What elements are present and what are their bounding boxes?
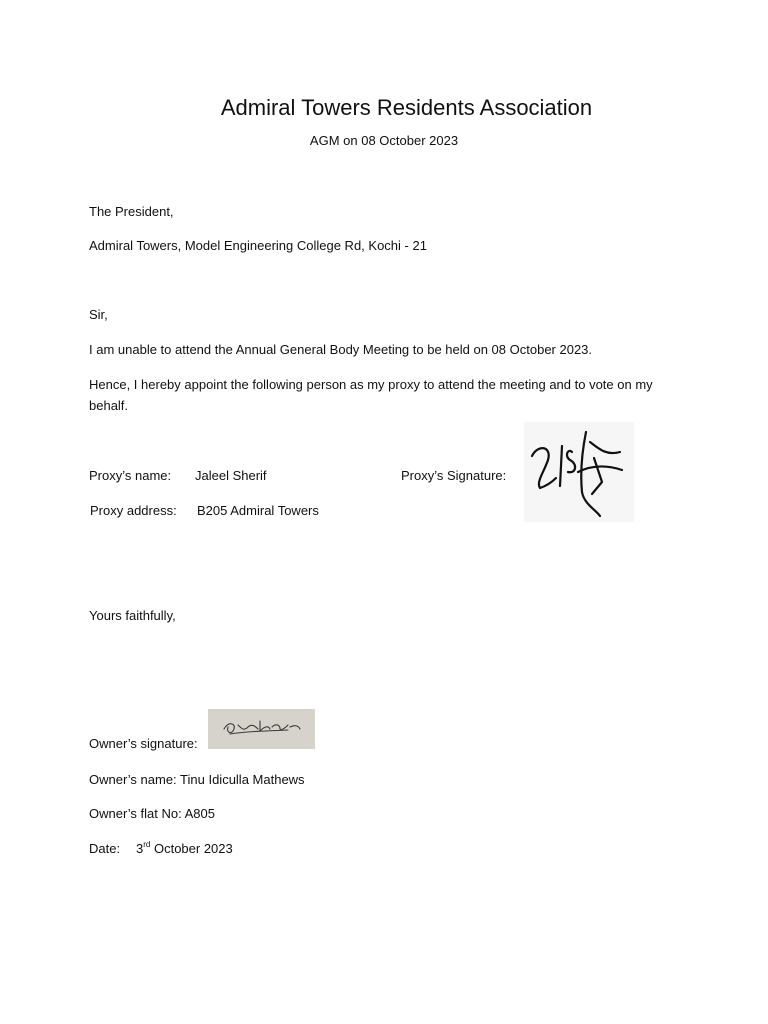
date-month-year: October 2023 <box>150 841 233 856</box>
proxy-signature-image <box>524 422 634 522</box>
proxy-name-value: Jaleel Sherif <box>195 468 267 483</box>
date-value <box>136 841 233 857</box>
proxy-address-value: B205 Admiral Towers <box>197 503 319 518</box>
meeting-subtitle: AGM on 08 October 2023 <box>309 133 459 148</box>
addressee-line-1: The President, <box>89 204 174 219</box>
body-paragraph-1: I am unable to attend the Annual General Body Meeting to be held on 08 October 2023. <box>89 342 593 357</box>
body-paragraph-2: Hence, I hereby appoint the following person as my proxy to attend the meeting and to vote on my behalf. <box>89 377 653 413</box>
date-ordinal-suffix: rd <box>143 839 151 849</box>
date-day: 3 <box>136 841 144 856</box>
proxy-signature-label: Proxy’s Signature: <box>401 468 507 483</box>
date-label: Date: <box>89 841 121 856</box>
owner-flat-line: Owner’s flat No: A805 <box>89 806 215 821</box>
document-title: Admiral Towers Residents Association <box>220 95 593 120</box>
salutation: Sir, <box>89 307 108 322</box>
owner-name-line: Owner’s name: Tinu Idiculla Mathews <box>89 772 305 787</box>
proxy-address-label: Proxy address: <box>90 503 177 518</box>
proxy-name-label: Proxy’s name: <box>89 468 172 483</box>
addressee-line-2: Admiral Towers, Model Engineering College Rd, Kochi - 21 <box>89 238 427 253</box>
closing-text: Yours faithfully, <box>89 608 176 623</box>
owner-signature-label: Owner’s signature: <box>89 736 198 751</box>
owner-signature-image <box>208 709 315 749</box>
